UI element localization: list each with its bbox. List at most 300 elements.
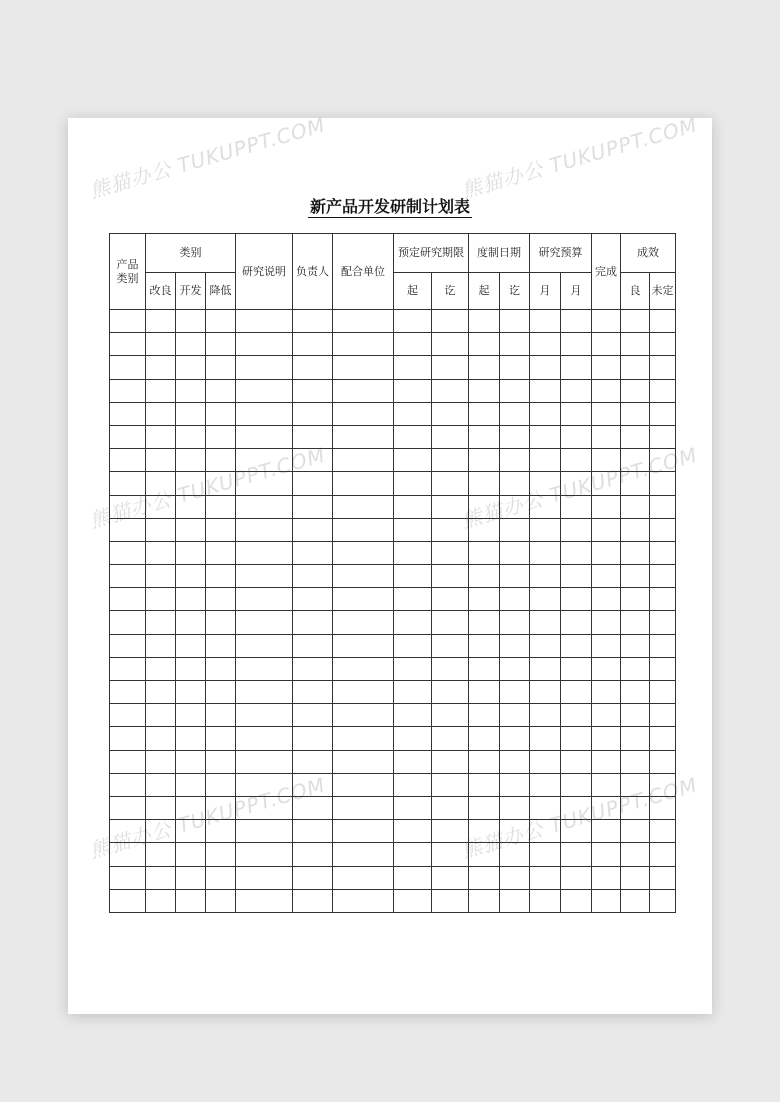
table-cell[interactable]: [469, 472, 500, 495]
table-cell[interactable]: [110, 773, 146, 796]
table-cell[interactable]: [146, 449, 176, 472]
table-cell[interactable]: [206, 796, 236, 819]
table-cell[interactable]: [206, 843, 236, 866]
table-cell[interactable]: [432, 588, 469, 611]
table-cell[interactable]: [333, 588, 394, 611]
table-cell[interactable]: [432, 634, 469, 657]
table-cell[interactable]: [500, 704, 530, 727]
table-cell[interactable]: [394, 704, 432, 727]
table-cell[interactable]: [621, 565, 650, 588]
table-cell[interactable]: [176, 843, 206, 866]
table-cell[interactable]: [293, 356, 333, 379]
table-cell[interactable]: [592, 333, 621, 356]
table-cell[interactable]: [206, 310, 236, 333]
table-cell[interactable]: [432, 750, 469, 773]
table-cell[interactable]: [110, 704, 146, 727]
table-cell[interactable]: [592, 588, 621, 611]
table-cell[interactable]: [293, 310, 333, 333]
table-cell[interactable]: [110, 866, 146, 889]
table-cell[interactable]: [146, 866, 176, 889]
table-cell[interactable]: [650, 681, 676, 704]
table-cell[interactable]: [530, 796, 561, 819]
table-cell[interactable]: [530, 449, 561, 472]
table-cell[interactable]: [206, 402, 236, 425]
table-cell[interactable]: [110, 541, 146, 564]
table-cell[interactable]: [236, 704, 293, 727]
table-cell[interactable]: [236, 588, 293, 611]
table-cell[interactable]: [592, 402, 621, 425]
table-cell[interactable]: [592, 379, 621, 402]
table-cell[interactable]: [333, 657, 394, 680]
table-cell[interactable]: [394, 866, 432, 889]
table-cell[interactable]: [621, 634, 650, 657]
table-cell[interactable]: [650, 750, 676, 773]
table-cell[interactable]: [621, 796, 650, 819]
table-cell[interactable]: [592, 820, 621, 843]
table-cell[interactable]: [650, 889, 676, 912]
table-cell[interactable]: [432, 425, 469, 448]
table-cell[interactable]: [432, 541, 469, 564]
table-cell[interactable]: [176, 541, 206, 564]
table-cell[interactable]: [650, 611, 676, 634]
table-cell[interactable]: [469, 588, 500, 611]
table-cell[interactable]: [206, 472, 236, 495]
table-cell[interactable]: [469, 310, 500, 333]
table-cell[interactable]: [333, 565, 394, 588]
table-cell[interactable]: [236, 565, 293, 588]
table-cell[interactable]: [592, 657, 621, 680]
table-cell[interactable]: [530, 518, 561, 541]
table-cell[interactable]: [561, 704, 592, 727]
table-cell[interactable]: [394, 333, 432, 356]
table-cell[interactable]: [236, 310, 293, 333]
table-cell[interactable]: [110, 495, 146, 518]
table-cell[interactable]: [333, 472, 394, 495]
table-cell[interactable]: [176, 773, 206, 796]
table-cell[interactable]: [592, 704, 621, 727]
table-cell[interactable]: [293, 541, 333, 564]
table-cell[interactable]: [146, 611, 176, 634]
table-cell[interactable]: [236, 472, 293, 495]
table-cell[interactable]: [561, 843, 592, 866]
table-cell[interactable]: [333, 402, 394, 425]
table-cell[interactable]: [592, 773, 621, 796]
table-cell[interactable]: [293, 565, 333, 588]
table-cell[interactable]: [394, 634, 432, 657]
table-cell[interactable]: [333, 773, 394, 796]
table-cell[interactable]: [500, 843, 530, 866]
table-cell[interactable]: [333, 796, 394, 819]
table-cell[interactable]: [333, 843, 394, 866]
table-cell[interactable]: [206, 425, 236, 448]
table-cell[interactable]: [394, 379, 432, 402]
table-cell[interactable]: [176, 425, 206, 448]
table-cell[interactable]: [176, 634, 206, 657]
table-cell[interactable]: [293, 425, 333, 448]
table-cell[interactable]: [293, 704, 333, 727]
table-cell[interactable]: [592, 541, 621, 564]
table-cell[interactable]: [561, 681, 592, 704]
table-cell[interactable]: [530, 750, 561, 773]
table-cell[interactable]: [236, 379, 293, 402]
table-cell[interactable]: [621, 611, 650, 634]
table-cell[interactable]: [293, 750, 333, 773]
table-cell[interactable]: [110, 565, 146, 588]
table-cell[interactable]: [146, 379, 176, 402]
table-cell[interactable]: [206, 495, 236, 518]
table-cell[interactable]: [110, 356, 146, 379]
table-cell[interactable]: [394, 565, 432, 588]
table-cell[interactable]: [176, 472, 206, 495]
table-cell[interactable]: [236, 866, 293, 889]
table-cell[interactable]: [621, 425, 650, 448]
table-cell[interactable]: [146, 773, 176, 796]
table-cell[interactable]: [500, 495, 530, 518]
table-cell[interactable]: [530, 495, 561, 518]
table-cell[interactable]: [394, 541, 432, 564]
table-cell[interactable]: [236, 889, 293, 912]
table-cell[interactable]: [621, 866, 650, 889]
table-cell[interactable]: [394, 773, 432, 796]
table-cell[interactable]: [561, 310, 592, 333]
table-cell[interactable]: [432, 843, 469, 866]
table-cell[interactable]: [333, 310, 394, 333]
table-cell[interactable]: [432, 704, 469, 727]
table-cell[interactable]: [110, 333, 146, 356]
table-cell[interactable]: [293, 611, 333, 634]
table-cell[interactable]: [650, 333, 676, 356]
table-cell[interactable]: [206, 518, 236, 541]
table-cell[interactable]: [432, 310, 469, 333]
table-cell[interactable]: [500, 750, 530, 773]
table-cell[interactable]: [592, 611, 621, 634]
table-cell[interactable]: [530, 541, 561, 564]
table-cell[interactable]: [469, 750, 500, 773]
table-cell[interactable]: [561, 333, 592, 356]
table-cell[interactable]: [500, 310, 530, 333]
table-cell[interactable]: [176, 750, 206, 773]
table-cell[interactable]: [469, 425, 500, 448]
table-cell[interactable]: [176, 518, 206, 541]
table-cell[interactable]: [469, 681, 500, 704]
table-cell[interactable]: [621, 495, 650, 518]
table-cell[interactable]: [110, 449, 146, 472]
table-cell[interactable]: [530, 356, 561, 379]
table-cell[interactable]: [561, 588, 592, 611]
table-cell[interactable]: [621, 657, 650, 680]
table-cell[interactable]: [333, 750, 394, 773]
table-cell[interactable]: [146, 402, 176, 425]
table-cell[interactable]: [394, 425, 432, 448]
table-cell[interactable]: [621, 704, 650, 727]
table-cell[interactable]: [394, 472, 432, 495]
table-cell[interactable]: [110, 518, 146, 541]
table-cell[interactable]: [530, 379, 561, 402]
table-cell[interactable]: [469, 820, 500, 843]
table-cell[interactable]: [650, 866, 676, 889]
table-cell[interactable]: [650, 495, 676, 518]
table-cell[interactable]: [293, 634, 333, 657]
table-cell[interactable]: [146, 750, 176, 773]
table-cell[interactable]: [236, 333, 293, 356]
table-cell[interactable]: [650, 472, 676, 495]
table-cell[interactable]: [236, 773, 293, 796]
table-cell[interactable]: [432, 866, 469, 889]
table-cell[interactable]: [469, 657, 500, 680]
table-cell[interactable]: [469, 611, 500, 634]
table-cell[interactable]: [206, 704, 236, 727]
table-cell[interactable]: [432, 727, 469, 750]
table-cell[interactable]: [500, 773, 530, 796]
table-cell[interactable]: [650, 657, 676, 680]
table-cell[interactable]: [110, 681, 146, 704]
table-cell[interactable]: [561, 425, 592, 448]
table-cell[interactable]: [530, 634, 561, 657]
table-cell[interactable]: [469, 889, 500, 912]
table-cell[interactable]: [621, 379, 650, 402]
table-cell[interactable]: [469, 518, 500, 541]
table-cell[interactable]: [176, 796, 206, 819]
table-cell[interactable]: [621, 820, 650, 843]
table-cell[interactable]: [650, 565, 676, 588]
table-cell[interactable]: [206, 866, 236, 889]
table-cell[interactable]: [394, 889, 432, 912]
table-cell[interactable]: [206, 588, 236, 611]
table-cell[interactable]: [469, 866, 500, 889]
table-cell[interactable]: [236, 681, 293, 704]
table-cell[interactable]: [650, 820, 676, 843]
table-cell[interactable]: [146, 588, 176, 611]
table-cell[interactable]: [333, 425, 394, 448]
table-cell[interactable]: [333, 518, 394, 541]
table-cell[interactable]: [500, 727, 530, 750]
table-cell[interactable]: [500, 796, 530, 819]
table-cell[interactable]: [236, 425, 293, 448]
table-cell[interactable]: [592, 495, 621, 518]
table-cell[interactable]: [333, 495, 394, 518]
table-cell[interactable]: [500, 657, 530, 680]
table-cell[interactable]: [394, 356, 432, 379]
table-cell[interactable]: [236, 402, 293, 425]
table-cell[interactable]: [530, 727, 561, 750]
table-cell[interactable]: [236, 820, 293, 843]
table-cell[interactable]: [293, 889, 333, 912]
table-cell[interactable]: [146, 565, 176, 588]
table-cell[interactable]: [146, 820, 176, 843]
table-cell[interactable]: [530, 333, 561, 356]
table-cell[interactable]: [293, 820, 333, 843]
table-cell[interactable]: [621, 727, 650, 750]
table-cell[interactable]: [500, 402, 530, 425]
table-cell[interactable]: [621, 310, 650, 333]
table-cell[interactable]: [432, 449, 469, 472]
table-cell[interactable]: [236, 541, 293, 564]
table-cell[interactable]: [206, 541, 236, 564]
table-cell[interactable]: [176, 356, 206, 379]
table-cell[interactable]: [592, 866, 621, 889]
table-cell[interactable]: [530, 425, 561, 448]
table-cell[interactable]: [621, 843, 650, 866]
table-cell[interactable]: [110, 588, 146, 611]
table-cell[interactable]: [176, 727, 206, 750]
table-cell[interactable]: [333, 379, 394, 402]
table-cell[interactable]: [236, 518, 293, 541]
table-cell[interactable]: [394, 843, 432, 866]
table-cell[interactable]: [500, 425, 530, 448]
table-cell[interactable]: [293, 727, 333, 750]
table-cell[interactable]: [333, 704, 394, 727]
table-cell[interactable]: [469, 796, 500, 819]
table-cell[interactable]: [530, 565, 561, 588]
table-cell[interactable]: [110, 796, 146, 819]
table-cell[interactable]: [530, 681, 561, 704]
table-cell[interactable]: [650, 518, 676, 541]
table-cell[interactable]: [530, 611, 561, 634]
table-cell[interactable]: [176, 449, 206, 472]
table-cell[interactable]: [176, 611, 206, 634]
table-cell[interactable]: [206, 565, 236, 588]
table-cell[interactable]: [469, 356, 500, 379]
table-cell[interactable]: [236, 796, 293, 819]
table-cell[interactable]: [500, 356, 530, 379]
table-cell[interactable]: [469, 843, 500, 866]
table-cell[interactable]: [432, 796, 469, 819]
table-cell[interactable]: [500, 634, 530, 657]
table-cell[interactable]: [561, 402, 592, 425]
table-cell[interactable]: [236, 843, 293, 866]
table-cell[interactable]: [394, 657, 432, 680]
table-cell[interactable]: [394, 402, 432, 425]
table-cell[interactable]: [561, 565, 592, 588]
table-cell[interactable]: [650, 634, 676, 657]
table-cell[interactable]: [500, 541, 530, 564]
table-cell[interactable]: [592, 356, 621, 379]
table-cell[interactable]: [394, 750, 432, 773]
table-cell[interactable]: [110, 379, 146, 402]
table-cell[interactable]: [592, 518, 621, 541]
table-cell[interactable]: [146, 495, 176, 518]
table-cell[interactable]: [561, 472, 592, 495]
table-cell[interactable]: [469, 379, 500, 402]
table-cell[interactable]: [176, 565, 206, 588]
table-cell[interactable]: [206, 379, 236, 402]
table-cell[interactable]: [176, 379, 206, 402]
table-cell[interactable]: [146, 657, 176, 680]
table-cell[interactable]: [293, 333, 333, 356]
table-cell[interactable]: [469, 449, 500, 472]
table-cell[interactable]: [469, 634, 500, 657]
table-cell[interactable]: [146, 727, 176, 750]
table-cell[interactable]: [500, 333, 530, 356]
table-cell[interactable]: [394, 796, 432, 819]
table-cell[interactable]: [146, 472, 176, 495]
table-cell[interactable]: [206, 356, 236, 379]
table-cell[interactable]: [146, 681, 176, 704]
table-cell[interactable]: [650, 402, 676, 425]
table-cell[interactable]: [469, 333, 500, 356]
table-cell[interactable]: [621, 472, 650, 495]
table-cell[interactable]: [500, 472, 530, 495]
table-cell[interactable]: [293, 657, 333, 680]
table-cell[interactable]: [333, 727, 394, 750]
table-cell[interactable]: [561, 866, 592, 889]
table-cell[interactable]: [146, 333, 176, 356]
table-cell[interactable]: [500, 681, 530, 704]
table-cell[interactable]: [500, 889, 530, 912]
table-cell[interactable]: [561, 541, 592, 564]
table-cell[interactable]: [333, 634, 394, 657]
table-cell[interactable]: [432, 657, 469, 680]
table-cell[interactable]: [621, 889, 650, 912]
table-cell[interactable]: [206, 657, 236, 680]
table-cell[interactable]: [206, 820, 236, 843]
table-cell[interactable]: [530, 866, 561, 889]
table-cell[interactable]: [621, 750, 650, 773]
table-cell[interactable]: [650, 356, 676, 379]
table-cell[interactable]: [146, 425, 176, 448]
table-cell[interactable]: [333, 611, 394, 634]
table-cell[interactable]: [293, 472, 333, 495]
table-cell[interactable]: [394, 310, 432, 333]
table-cell[interactable]: [561, 634, 592, 657]
table-cell[interactable]: [432, 495, 469, 518]
table-cell[interactable]: [621, 681, 650, 704]
table-cell[interactable]: [293, 773, 333, 796]
table-cell[interactable]: [176, 889, 206, 912]
table-cell[interactable]: [110, 750, 146, 773]
table-cell[interactable]: [293, 866, 333, 889]
table-cell[interactable]: [293, 796, 333, 819]
table-cell[interactable]: [561, 889, 592, 912]
table-cell[interactable]: [561, 750, 592, 773]
table-cell[interactable]: [469, 565, 500, 588]
table-cell[interactable]: [146, 843, 176, 866]
table-cell[interactable]: [293, 402, 333, 425]
table-cell[interactable]: [176, 588, 206, 611]
table-cell[interactable]: [592, 634, 621, 657]
table-cell[interactable]: [500, 866, 530, 889]
table-cell[interactable]: [650, 541, 676, 564]
table-cell[interactable]: [592, 727, 621, 750]
table-cell[interactable]: [110, 634, 146, 657]
table-cell[interactable]: [432, 472, 469, 495]
table-cell[interactable]: [236, 750, 293, 773]
table-cell[interactable]: [236, 356, 293, 379]
table-cell[interactable]: [206, 773, 236, 796]
table-cell[interactable]: [333, 333, 394, 356]
table-cell[interactable]: [176, 657, 206, 680]
table-cell[interactable]: [500, 565, 530, 588]
table-cell[interactable]: [621, 402, 650, 425]
table-cell[interactable]: [293, 588, 333, 611]
table-cell[interactable]: [394, 588, 432, 611]
table-cell[interactable]: [176, 866, 206, 889]
table-cell[interactable]: [293, 449, 333, 472]
table-cell[interactable]: [146, 796, 176, 819]
table-cell[interactable]: [530, 704, 561, 727]
table-cell[interactable]: [333, 681, 394, 704]
table-cell[interactable]: [650, 310, 676, 333]
table-cell[interactable]: [293, 495, 333, 518]
table-cell[interactable]: [206, 727, 236, 750]
table-cell[interactable]: [432, 518, 469, 541]
table-cell[interactable]: [561, 356, 592, 379]
table-cell[interactable]: [621, 541, 650, 564]
table-cell[interactable]: [561, 820, 592, 843]
table-cell[interactable]: [394, 820, 432, 843]
table-cell[interactable]: [110, 611, 146, 634]
table-cell[interactable]: [530, 889, 561, 912]
